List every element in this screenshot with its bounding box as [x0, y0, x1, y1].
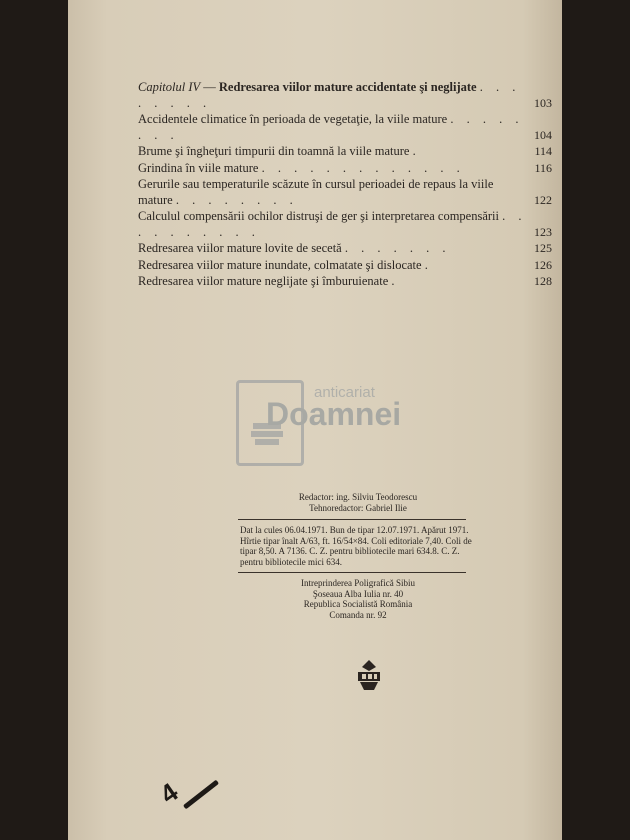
page-number: 103 — [534, 95, 552, 110]
chapter-dash: — — [200, 80, 219, 94]
divider — [238, 572, 466, 573]
page-number: 114 — [534, 144, 552, 158]
tech-editor-credit: Tehnoredactor: Gabriel Ilie — [309, 503, 407, 513]
page-number: 104 — [534, 127, 552, 142]
toc-entry: Redresarea viilor mature inundate, colmatate şi dislocate . 126 — [138, 257, 552, 272]
entry-text: Redresarea viilor mature lovite de secetă — [138, 241, 342, 255]
entry-text: Gerurile sau temperaturile scăzute în cursul perioadei de repaus la viile mature — [138, 177, 494, 207]
page-number: 125 — [534, 241, 552, 255]
entry-text: Redresarea viilor mature neglijate şi îmburuienate — [138, 274, 389, 288]
printer-line: Intreprinderea Poligrafică Sibiu — [301, 578, 415, 588]
entry-text: Calculul compensării ochilor distruşi de ger şi interpretarea compensării — [138, 209, 499, 223]
divider — [238, 519, 466, 520]
printer-line: Comanda nr. 92 — [329, 609, 387, 620]
colophon — [238, 492, 478, 620]
page-number: 123 — [534, 224, 552, 239]
page-number: 122 — [534, 192, 552, 207]
toc-entry: Redresarea viilor mature neglijate şi îmburuienate . 128 — [138, 274, 552, 288]
toc-entry: Grindina în viile mature . . . . . . . . . . . . . 116 — [138, 160, 552, 175]
page-number: 116 — [534, 160, 552, 175]
dot-leader: . . . . . . . . — [138, 80, 521, 110]
toc-entry: Redresarea viilor mature lovite de secetă . . . . . . . 125 — [138, 241, 552, 255]
handwritten-stroke — [183, 780, 219, 810]
publication-info: Dat la cules 06.04.1971. Bun de tipar 12.07.1971. Apărut 1971. Hîrtie tipar înalt A/63, ft. 16/54×84. Coli editoriale 7,40. Coli de tipar 8,50. A 7136. C. Z. pentru bibliotecile mari 634.8. C. Z. pentru bibliotecile mici 634. — [240, 525, 472, 567]
printer-line: Republica Socialistă România — [303, 599, 413, 609]
chapter-title: Redresarea viilor mature accidentate şi neglijate — [218, 80, 477, 94]
toc-chapter-heading — [138, 80, 550, 111]
handwritten-number: 4 — [154, 776, 184, 810]
toc-entry: Accidentele climatice în perioada de vegetaţie, la viile mature . . . . . . . . 104 — [138, 112, 552, 142]
watermark-small-text: anticariat — [314, 384, 375, 401]
watermark-brand-text: Doamnei — [266, 396, 402, 432]
printer-info — [238, 578, 478, 620]
editor-credit: Redactor: ing. Silviu Teodorescu — [298, 492, 418, 502]
publisher-logo-icon — [356, 660, 382, 690]
entry-text: Brume şi îngheţuri timpurii din toamnă la viile mature — [138, 144, 410, 158]
table-of-contents — [138, 80, 550, 291]
toc-entry: Brume şi îngheţuri timpurii din toamnă la viile mature . 114 — [138, 144, 552, 158]
entry-text: Grindina în viile mature — [138, 160, 259, 175]
entry-text: Accidentele climatice în perioada de vegetaţie, la viile mature — [138, 112, 448, 126]
printer-line: Şoseaua Alba Iulia nr. 40 — [312, 588, 404, 599]
entry-text: Redresarea viilor mature inundate, colmatate şi dislocate — [138, 257, 422, 272]
page-number: 128 — [534, 274, 552, 288]
toc-entry: Gerurile sau temperaturile scăzute în cursul perioadei de repaus la viile mature . . . . . . . . 122 — [138, 177, 552, 207]
page-number: 126 — [534, 257, 552, 272]
toc-entry: Calculul compensării ochilor distruşi de ger şi interpretarea compensării . . . . . . . . . . 123 — [138, 209, 552, 239]
book-page — [68, 0, 562, 840]
chapter-label: Capitolul IV — [138, 80, 201, 94]
watermark-logo — [236, 378, 476, 468]
